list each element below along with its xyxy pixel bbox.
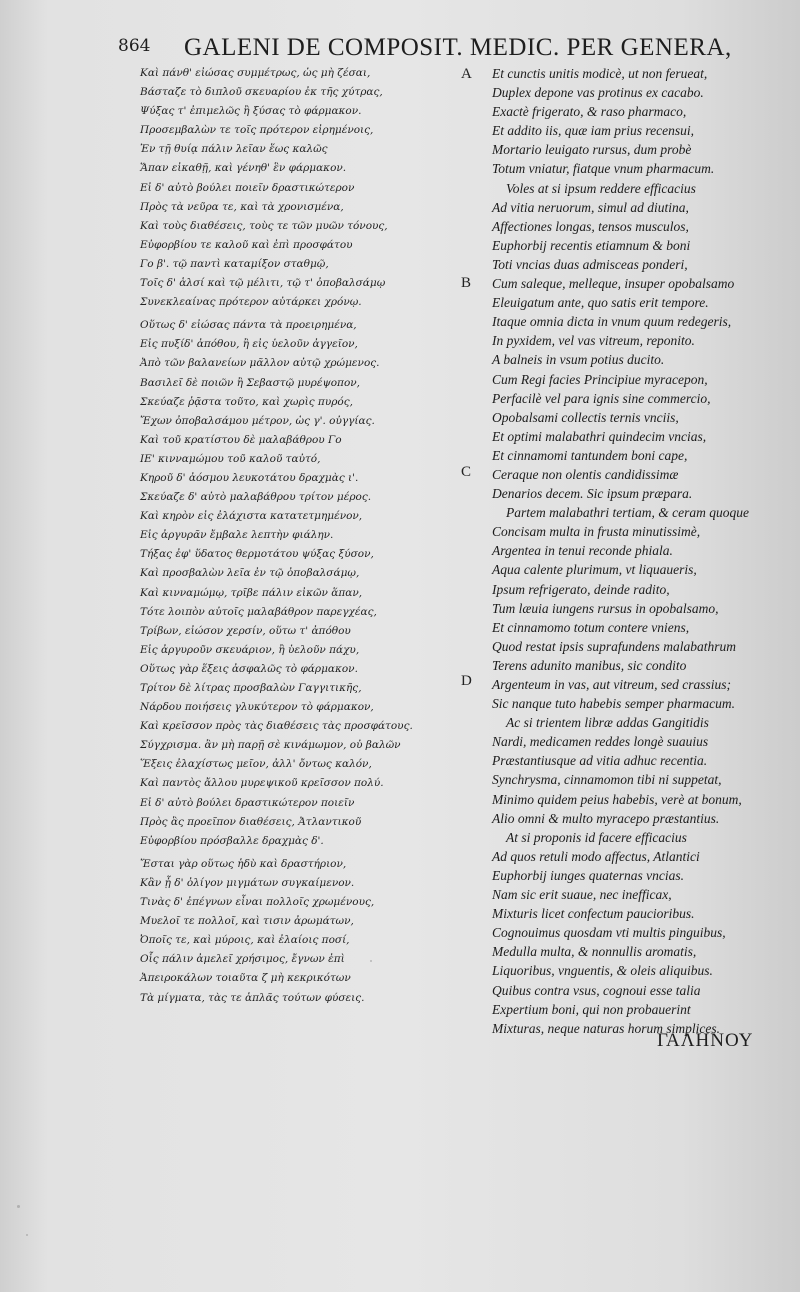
greek-verse-line: Τότε λοιπὸν αὐτοῖς μαλαβάθρον παρεγχέας, — [140, 605, 377, 618]
latin-verse-line: Partem malabathri tertiam, & ceram quoque — [506, 505, 749, 521]
greek-verse-line: Εὐφορβίου πρόσβαλλε δραχμὰς δ'. — [140, 834, 324, 847]
greek-verse-line: Ἔσται γὰρ οὕτως ἡδὺ καὶ δραστήριον, — [140, 857, 347, 870]
greek-verse-line: Ἕξεις ἐλαχίστως μεῖον, ἀλλ' ὄντως καλόν, — [140, 758, 372, 771]
latin-verse-line: Alio omni & multo myracepo præstantius. — [492, 810, 720, 826]
running-head: GALENI DE COMPOSIT. MEDIC. PER GENERA, — [184, 34, 732, 61]
latin-verse-line: Terens adunito manibus, sic condito — [492, 657, 687, 673]
page-number: 864 — [118, 36, 151, 56]
greek-verse-line: Τινὰς δ' ἐπέγνων εἶναι πολλοῖς χρωμένους, — [140, 896, 375, 909]
greek-verse-line: Προσεμβαλὼν τε τοῖς πρότερον εἰρημένοις, — [140, 124, 374, 137]
latin-verse-line: Synchrysma, cinnamomon tibi ni suppetat, — [492, 772, 722, 788]
latin-verse-line: Mixturis licet confectum paucioribus. — [492, 906, 695, 922]
latin-verse-line: At si proponis id facere efficacius — [506, 829, 687, 845]
greek-verse-line: Καὶ κινναμώμῳ, τρῖβε πάλιν εἰκῶν ἅπαν, — [140, 586, 363, 599]
latin-verse-line: Sic nanque tuto habebis semper pharmacum. — [492, 696, 735, 712]
greek-verse-line: Τὰ μίγματα, τὰς τε ἁπλᾶς τούτων φύσεις. — [140, 991, 365, 1004]
catchword: ΓΑΛΗΝΟΥ — [657, 1030, 754, 1051]
margin-letter-d: D — [461, 673, 472, 689]
greek-verse-line: Ἀπειροκάλων τοιαῦτα ζ μὴ κεκρικότων — [140, 972, 351, 985]
greek-verse-line: Τοῖς δ' ἁλσί καὶ τῷ μέλιτι, τῷ τ' ὀποβαλσάμῳ — [140, 277, 386, 290]
greek-verse-line: Εἰς πυξίδ' ἀπόθου, ἢ εἰς ὑελοῦν ἀγγεῖον, — [140, 338, 358, 351]
latin-verse-line: Denarios decem. Sic ipsum præpara. — [492, 486, 693, 502]
latin-verse-line: Perfacilè vel para ignis sine commercio, — [492, 390, 711, 406]
greek-verse-line: Καὶ προσβαλὼν λεῖα ἐν τῷ ὀποβαλσάμῳ, — [140, 567, 360, 580]
greek-verse-line: Σκεύαζε δ' αὐτὸ μαλαβάθρου τρίτον μέρος. — [140, 491, 372, 504]
greek-verse-line: Καὶ τοῦ κρατίστου δὲ μαλαβάθρου Γο — [140, 433, 342, 446]
greek-verse-line: Ἀπὸ τῶν βαλανείων μᾶλλον αὐτῷ χρώμενος. — [140, 357, 380, 370]
latin-verse-line: Et optimi malabathri quindecim vncias, — [492, 428, 707, 444]
greek-verse-line: Εὐφορβίου τε καλοῦ καὶ ἐπὶ προσφάτου — [140, 238, 353, 251]
latin-verse-line: Et cunctis unitis modicè, ut non ferueat, — [492, 66, 708, 81]
greek-verse-line: Νάρδου ποιήσεις γλυκύτερον τὸ φάρμακον, — [140, 701, 374, 714]
latin-verse-line: Voles at si ipsum reddere efficacius — [506, 180, 696, 196]
latin-verse-line: Quibus contra vsus, cognoui esse talia — [492, 982, 701, 998]
latin-verse-line: Opobalsami collectis ternis vnciis, — [492, 409, 679, 425]
latin-verse-line: Ad vitia neruorum, simul ad diutina, — [492, 199, 689, 215]
greek-verse-line: Πρὸς τὰ νεῦρα τε, καὶ τὰ χρονισμένα, — [140, 200, 344, 213]
greek-verse-line: Οὕτως γὰρ ἕξεις ἀσφαλῶς τὸ φάρμακον. — [140, 662, 358, 675]
latin-verse-line: Liquoribus, vnguentis, & oleis aliquibus. — [492, 963, 713, 979]
latin-verse-line: Cum Regi facies Principiue myracepon, — [492, 371, 708, 387]
latin-verse-line: Totum vniatur, fiatque vnum pharmacum. — [492, 161, 715, 177]
latin-verse-line: Concisam multa in frusta minutissimè, — [492, 524, 701, 540]
greek-verse-line: Τρίβων, εἰώσον χερσίν, οὕτω τ' ἀπόθου — [140, 624, 351, 637]
greek-verse-line: Εἰ δ' αὐτὸ βούλει δραστικώτερον ποιεῖν — [140, 796, 355, 809]
greek-verse-line: Καὶ παντὸς ἄλλου μυρεψικοῦ κρεῖσσον πολύ. — [140, 777, 384, 790]
latin-verse-line: Expertium boni, qui non probauerint — [492, 1001, 691, 1017]
latin-verse-line: Medulla multa, & nonnullis aromatis, — [492, 944, 697, 960]
greek-verse-line: Καὶ κρεῖσσον πρὸς τὰς διαθέσεις τὰς προσφάτους. — [140, 720, 413, 733]
margin-letter-b: B — [461, 275, 472, 291]
greek-verse-line: Κηροῦ δ' ἀόσμου λευκοτάτου δραχμὰς ι'. — [140, 471, 359, 484]
latin-verse-line: Præstantiusque ad vitia adhuc recentia. — [492, 753, 708, 769]
greek-verse-line: Καὶ κηρὸν εἰς ἐλάχιστα κατατετμημένον, — [140, 510, 363, 523]
greek-verse-line: Ὀποῖς τε, καὶ μύροις, καὶ ἐλαίοις ποσί, — [140, 934, 350, 947]
greek-verse-line: Τρίτον δὲ λίτρας προσβαλὼν Γαγγιτικῆς, — [140, 682, 362, 694]
margin-letter-a: A — [461, 66, 472, 82]
greek-verse-line: Ἅπαν εἰκαθῇ, καὶ γένηθ' ἓν φάρμακον. — [140, 162, 347, 175]
latin-verse-line: Et addito iis, quæ iam prius recensui, — [492, 123, 694, 139]
greek-verse-line: Συνεκλεαίνας πρότερον αὐτάρκει χρόνῳ. — [140, 296, 362, 309]
greek-verse-line: Σκεύαζε ῥᾷστα τοῦτο, καὶ χωρὶς πυρός, — [140, 395, 353, 408]
latin-verse-line: Ceraque non olentis candidissimæ — [492, 466, 679, 482]
latin-column — [492, 64, 782, 1038]
latin-verse-line: Nam sic erit suaue, nec inefficax, — [492, 887, 672, 903]
latin-verse-line: Aqua calente plurimum, vt liquaueris, — [492, 562, 697, 578]
greek-verse-line: Εἰς ἀργυροῦν σκευάριον, ἢ ὑελοῦν πάχυ, — [140, 643, 360, 656]
latin-verse-line: Mortario leuigato rursus, dum probè — [492, 142, 692, 158]
margin-letter-c: C — [461, 464, 472, 480]
greek-verse-line: Οὕτως δ' εἰώσας πάντα τὰ προειρημένα, — [140, 319, 357, 332]
latin-verse-line: Eleuigatum ante, quo satis erit tempore. — [492, 295, 709, 311]
greek-verse-line: Εἰς ἀργυρᾶν ἔμβαλε λεπτὴν φιάλην. — [140, 529, 334, 542]
greek-verse-line: Ψύξας τ' ἐπιμελῶς ἢ ξύσας τὸ φάρμακον. — [140, 105, 362, 118]
latin-verse-line: Mixturas, neque naturas horum simplices. — [492, 1020, 720, 1036]
latin-verse-line: A balneis in vsum potius ducito. — [492, 352, 665, 368]
latin-verse-line: Tum læuia iungens rursus in opobalsamo, — [492, 600, 719, 616]
latin-verse-line: Ac si trientem libræ addas Gangitidis — [506, 715, 709, 731]
latin-verse-line: Affectiones longas, tensos musculos, — [492, 218, 689, 234]
greek-column — [140, 64, 440, 1008]
greek-verse-line: Βασιλεῖ δὲ ποιῶν ἢ Σεβαστῷ μυρέψοπον, — [140, 376, 360, 389]
greek-verse-line: Εἰ δ' αὐτὸ βούλει ποιεῖν δραστικώτερον — [140, 181, 355, 194]
latin-verse-line: Ipsum refrigerato, deinde radito, — [492, 581, 670, 597]
latin-verse-line: Cum saleque, melleque, insuper opobalsamo — [492, 276, 735, 292]
latin-verse-line: Quod restat ipsis suprafundens malabathrum — [492, 638, 737, 654]
latin-verse-line: Minimo quidem peius habebis, verè at bonum, — [492, 791, 742, 807]
latin-verse-line: Toti vncias duas admisceas ponderi, — [492, 256, 688, 272]
latin-verse-line: Ad quos retuli modo affectus, Atlantici — [492, 848, 700, 864]
latin-verse-line: Euphorbij recentis etiamnum & boni — [492, 237, 691, 253]
latin-verse-line: Exactè frigerato, & raso pharmaco, — [492, 104, 687, 120]
greek-verse-line: ΙΕ' κινναμώμου τοῦ καλοῦ ταὐτό, — [140, 452, 321, 465]
latin-verse-line: Argentea in tenui reconde phiala. — [492, 543, 673, 559]
greek-verse-line: Καὶ πάνθ' εἰώσας συμμέτρως, ὡς μὴ ζέσαι, — [140, 67, 371, 79]
latin-verse-line: Euphorbij iunges quaternas vncias. — [492, 867, 684, 883]
greek-verse-line: Γο β'. τῷ παντὶ καταμίξον σταθμῷ, — [140, 257, 329, 270]
greek-verse-line: Τήξας ἐφ' ὕδατος θερμοτάτου ψύξας ξύσον, — [140, 548, 374, 561]
greek-verse-line: Πρὸς ἃς προεῖπον διαθέσεις, Ἀτλαντικοῦ — [140, 815, 362, 828]
greek-verse-line: Κἂν ᾖ δ' ὀλίγον μιγμάτων συγκαίμενον. — [140, 876, 355, 889]
latin-verse-line: Et cinnamomi tantundem boni cape, — [492, 447, 688, 463]
greek-verse-line: Μυελοῖ τε πολλοῖ, καὶ τισιν ἀρωμάτων, — [140, 915, 354, 928]
greek-verse-line: Βάσταζε τὸ διπλοῦ σκευαρίου ἐκ τῆς χύτρας, — [140, 86, 383, 99]
greek-verse-line: Οἷς πάλιν ἀμελεῖ χρήσιμος, ἔγνων ἐπὶ — [140, 953, 345, 966]
latin-verse-line: In pyxidem, vel vas vitreum, reponito. — [492, 333, 695, 349]
greek-verse-line: Ἐν τῇ θυίᾳ πάλιν λεῖαν ἕως καλῶς — [140, 143, 328, 156]
latin-verse-line: Argenteum in vas, aut vitreum, sed crassius; — [492, 677, 731, 692]
greek-verse-line: Σύγχρισμα. ἂν μὴ παρῇ σὲ κινάμωμον, οὐ βαλῶν — [140, 739, 401, 752]
greek-verse-line: Καὶ τοὺς διαθέσεις, τοὺς τε τῶν μυῶν τόνους, — [140, 219, 388, 232]
latin-verse-line: Cognouimus quosdam vti multis pinguibus, — [492, 925, 726, 941]
latin-verse-line: Itaque omnia dicta in vnum quum redegeris, — [492, 314, 732, 330]
latin-verse-line: Duplex depone vas protinus ex cacabo. — [492, 85, 704, 101]
latin-verse-line: Et cinnamomo totum contere vniens, — [492, 619, 690, 635]
greek-verse-line: Ἔχων ὀποβαλσάμου μέτρον, ὡς γ'. οὐγγίας. — [140, 414, 375, 427]
latin-verse-line: Nardi, medicamen reddes longè suauius — [492, 734, 709, 750]
page-header — [118, 34, 758, 64]
